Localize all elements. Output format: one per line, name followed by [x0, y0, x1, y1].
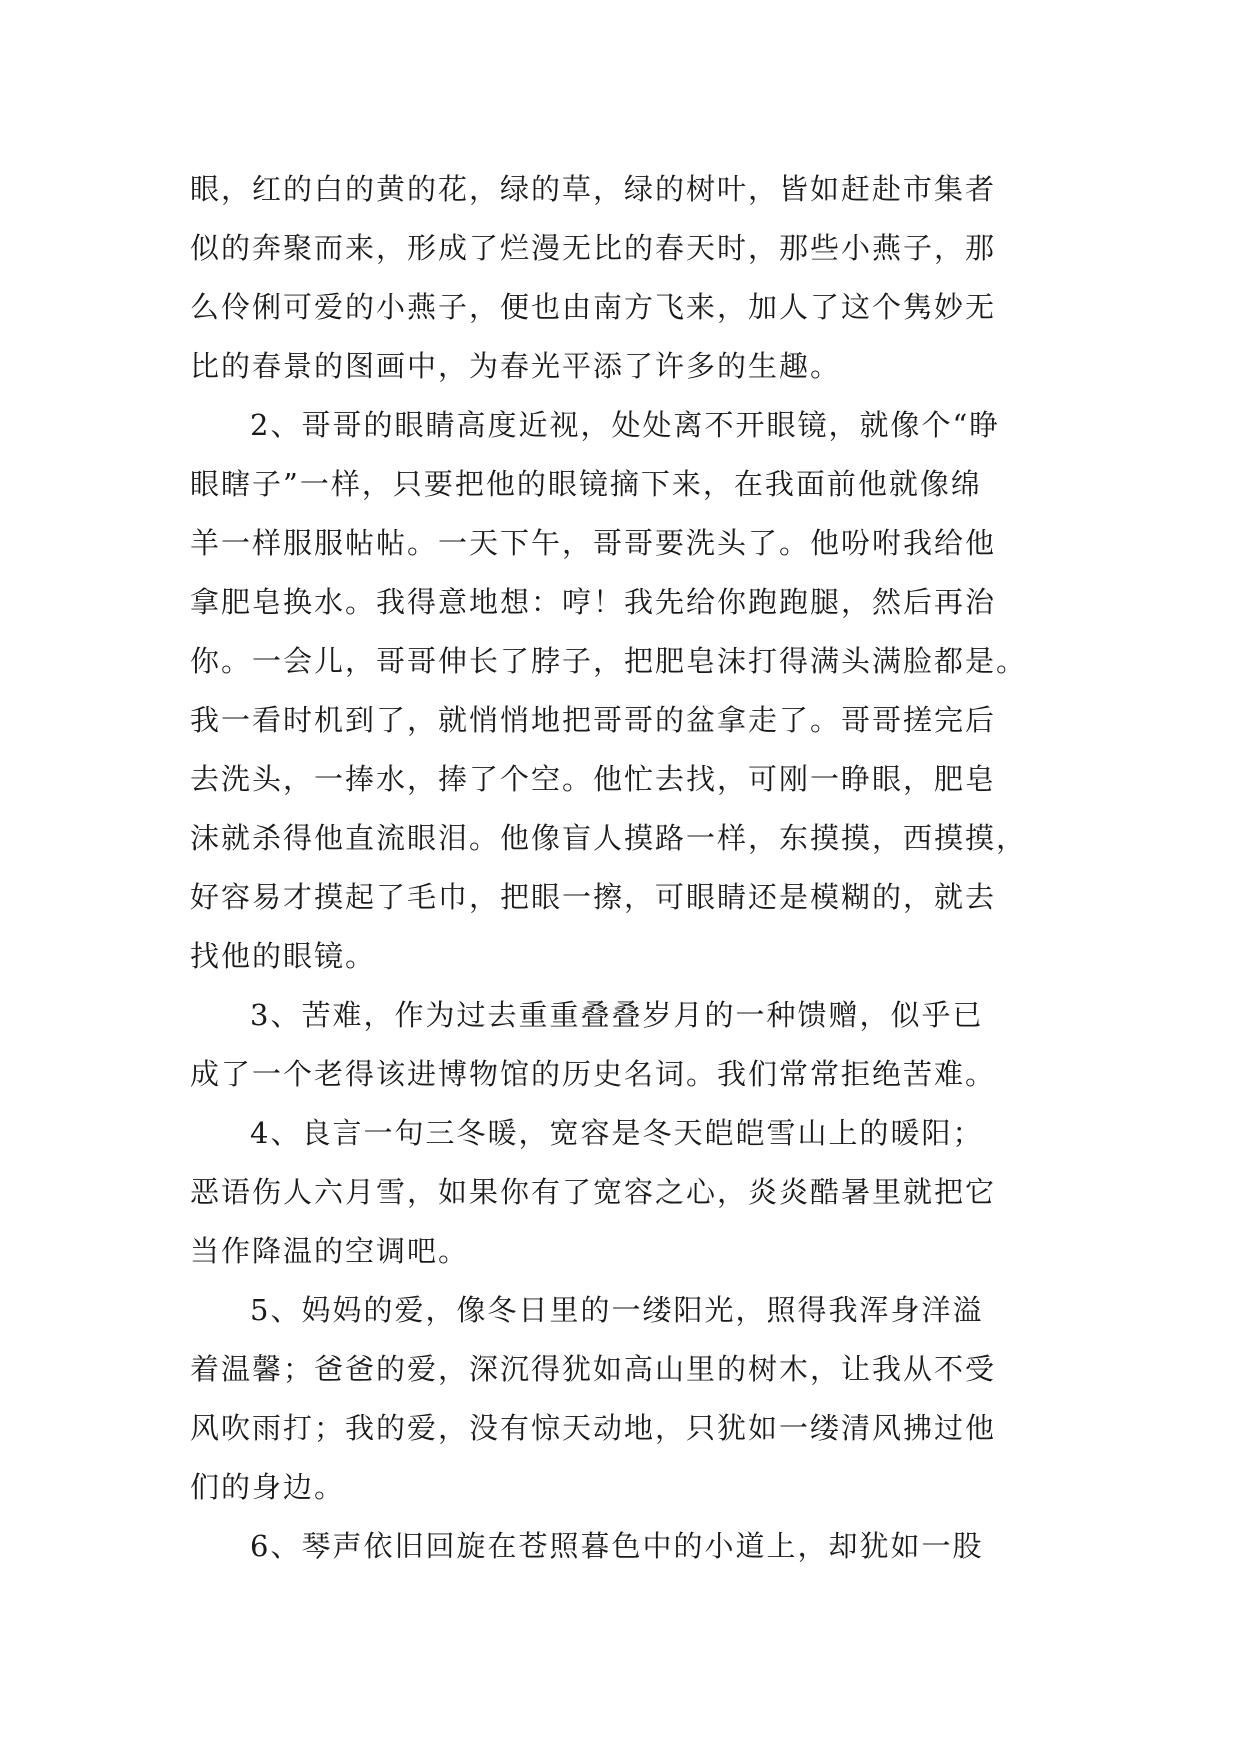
text-line: 羊一样服服帖帖。一天下午，哥哥要洗头了。他吩咐我给他: [190, 526, 997, 560]
text-line: 去洗头，一捧水，捧了个空。他忙去找，可刚一睁眼，肥皂: [190, 762, 997, 796]
text-line: 5、妈妈的爱，像冬日里的一缕阳光，照得我浑身洋溢: [250, 1293, 984, 1327]
text-line: 似的奔聚而来，形成了烂漫无比的春天时，那些小燕子，那: [190, 231, 997, 265]
text-line: 3、苦难，作为过去重重叠叠岁月的一种馈赠，似乎已: [250, 998, 984, 1032]
text-line: 好容易才摸起了毛巾，把眼一擦，可眼睛还是模糊的，就去: [190, 880, 997, 914]
text-line: 风吹雨打；我的爱，没有惊天动地，只犹如一缕清风拂过他: [190, 1411, 997, 1445]
text-line: 么伶俐可爱的小燕子，便也由南方飞来，加人了这个隽妙无: [190, 290, 997, 324]
text-line: 比的春景的图画中，为春光平添了许多的生趣。: [190, 349, 842, 383]
text-line: 恶语伤人六月雪，如果你有了宽容之心，炎炎酷暑里就把它: [190, 1175, 997, 1209]
text-line: 4、良言一句三冬暖，宽容是冬天皑皑雪山上的暖阳；: [250, 1116, 984, 1150]
text-line: 成了一个老得该进博物馆的历史名词。我们常常拒绝苦难。: [190, 1057, 997, 1091]
text-line: 眼瞎子”一样，只要把他的眼镜摘下来，在我面前他就像绵: [190, 467, 982, 501]
text-line: 你。一会儿，哥哥伸长了脖子，把肥皂沫打得满头满脸都是。: [190, 644, 1028, 678]
text-line: 拿肥皂换水。我得意地想：哼！我先给你跑跑腿，然后再治: [190, 585, 997, 619]
text-line: 找他的眼镜。: [190, 939, 377, 973]
text-line: 2、哥哥的眼睛高度近视，处处离不开眼镜，就像个“睁: [250, 408, 1001, 442]
text-line: 们的身边。: [190, 1470, 346, 1504]
text-line: 沫就杀得他直流眼泪。他像盲人摸路一样，东摸摸，西摸摸，: [190, 821, 1028, 855]
text-line: 当作降温的空调吧。: [190, 1234, 470, 1268]
text-line: 着温馨；爸爸的爱，深沉得犹如高山里的树木，让我从不受: [190, 1352, 997, 1386]
document-body: [190, 160, 1070, 1576]
text-line: 6、琴声依旧回旋在苍照暮色中的小道上，却犹如一股: [250, 1529, 984, 1563]
text-line: 我一看时机到了，就悄悄地把哥哥的盆拿走了。哥哥搓完后: [190, 703, 997, 737]
text-line: 眼，红的白的黄的花，绿的草，绿的树叶，皆如赶赴市集者: [190, 172, 997, 206]
